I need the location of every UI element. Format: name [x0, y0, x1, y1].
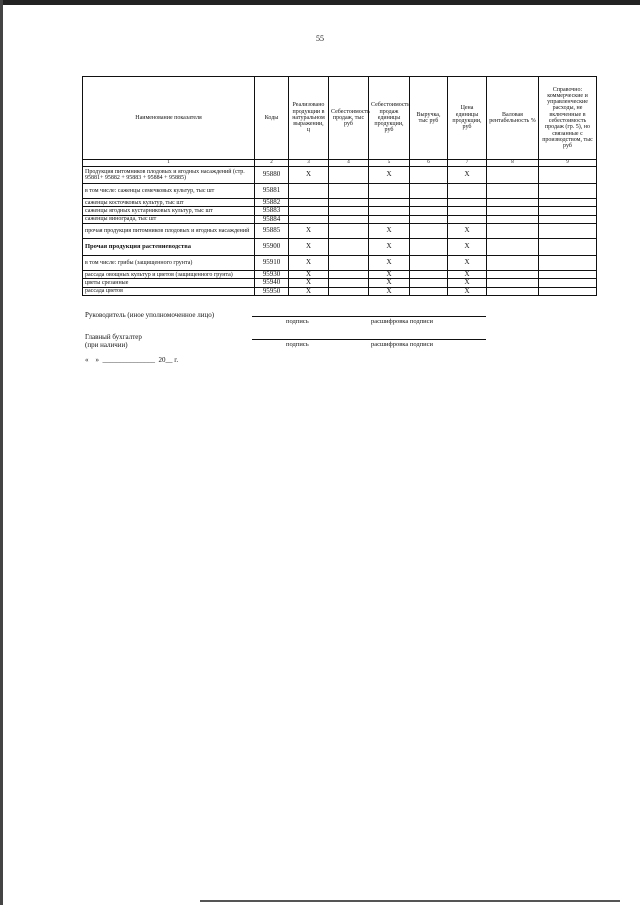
- row-col8-cell: [487, 199, 539, 207]
- row-col8-cell: [487, 207, 539, 215]
- header-cell: Выручка, тыс руб: [410, 77, 448, 160]
- report-table: [82, 76, 597, 296]
- row-col7-cell: Х: [448, 279, 487, 287]
- row-col8-cell: [487, 271, 539, 279]
- head-signature-label: Руководитель (иное уполномоченное лицо): [85, 311, 215, 319]
- header-cell: Цена единицы продукции, руб: [448, 77, 487, 160]
- row-col9-cell: [539, 207, 597, 215]
- column-number: 4: [329, 160, 369, 167]
- row-col9-cell: [539, 287, 597, 295]
- row-col5-cell: Х: [369, 279, 410, 287]
- header-cell: Себестоимость продаж единицы продукции, руб: [369, 77, 410, 160]
- row-col6-cell: [410, 239, 448, 256]
- row-col3-cell: Х: [289, 279, 329, 287]
- row-name-cell: саженцы косточковых культур, тыс шт: [83, 199, 255, 207]
- row-col7-cell: [448, 184, 487, 199]
- row-col6-cell: [410, 215, 448, 223]
- row-name-cell: цветы срезанные: [83, 279, 255, 287]
- row-name-cell: в том числе: грибы (защищенного грунта): [83, 256, 255, 271]
- table-row: [83, 199, 597, 207]
- row-col3-cell: Х: [289, 271, 329, 279]
- row-col8-cell: [487, 279, 539, 287]
- row-col7-cell: [448, 207, 487, 215]
- row-col7-cell: Х: [448, 256, 487, 271]
- row-col9-cell: [539, 215, 597, 223]
- head-decode-caption: расшифровка подписи: [371, 318, 434, 325]
- table-row: [83, 207, 597, 215]
- table-row: [83, 256, 597, 271]
- row-col8-cell: [487, 184, 539, 199]
- row-col8-cell: [487, 256, 539, 271]
- row-col9-cell: [539, 239, 597, 256]
- row-col4-cell: [329, 224, 369, 239]
- header-row: [83, 77, 597, 160]
- row-col7-cell: Х: [448, 287, 487, 295]
- row-col6-cell: [410, 256, 448, 271]
- row-col5-cell: Х: [369, 167, 410, 184]
- row-col7-cell: [448, 199, 487, 207]
- row-col7-cell: Х: [448, 224, 487, 239]
- column-number: 6: [410, 160, 448, 167]
- row-code-cell: 95880: [255, 167, 289, 184]
- row-col4-cell: [329, 239, 369, 256]
- table-row: [83, 184, 597, 199]
- column-number: 3: [289, 160, 329, 167]
- row-col3-cell: Х: [289, 287, 329, 295]
- row-col6-cell: [410, 207, 448, 215]
- row-col5-cell: Х: [369, 239, 410, 256]
- column-number: 9: [539, 160, 597, 167]
- row-name-cell: Прочая продукция растениеводства: [83, 239, 255, 256]
- row-col9-cell: [539, 279, 597, 287]
- column-number: 2: [255, 160, 289, 167]
- row-col5-cell: [369, 184, 410, 199]
- row-name-cell: саженцы ягодных кустарниковых культур, тыс шт: [83, 207, 255, 215]
- column-number: 1: [83, 160, 255, 167]
- header-cell: Коды: [255, 77, 289, 160]
- accountant-decode-caption: расшифровка подписи: [371, 341, 434, 348]
- head-signature-line: [252, 316, 486, 317]
- row-col6-cell: [410, 287, 448, 295]
- scan-edge-left: [0, 0, 3, 905]
- table-row: [83, 239, 597, 256]
- row-col3-cell: [289, 215, 329, 223]
- row-col6-cell: [410, 167, 448, 184]
- row-col4-cell: [329, 207, 369, 215]
- row-code-cell: 95950: [255, 287, 289, 295]
- header-cell: Реализовано продукции в натуральном выражении, ц: [289, 77, 329, 160]
- column-number: 8: [487, 160, 539, 167]
- row-name-cell: рассада овощных культур и цветов (защищенного грунта): [83, 271, 255, 279]
- row-col6-cell: [410, 271, 448, 279]
- header-cell: Справочно: коммерческие и управленческие расходы, не включенные в себестоимость продаж (гр. 5), но связанные с производством, тыс руб: [539, 77, 597, 160]
- row-col3-cell: Х: [289, 224, 329, 239]
- row-code-cell: 95884: [255, 215, 289, 223]
- scan-edge-top: [0, 0, 640, 5]
- row-code-cell: 95900: [255, 239, 289, 256]
- row-col5-cell: [369, 215, 410, 223]
- row-col3-cell: Х: [289, 239, 329, 256]
- row-col5-cell: [369, 207, 410, 215]
- row-col4-cell: [329, 199, 369, 207]
- row-name-cell: Продукция питомников плодовых и ягодных насаждений (стр. 95881+ 95882 + 95883 + 95884 + 95885): [83, 167, 255, 184]
- row-col8-cell: [487, 287, 539, 295]
- table-row: [83, 215, 597, 223]
- row-col4-cell: [329, 167, 369, 184]
- accountant-optional-label: (при наличии): [85, 341, 128, 349]
- row-code-cell: 95885: [255, 224, 289, 239]
- column-number: 7: [448, 160, 487, 167]
- row-col8-cell: [487, 215, 539, 223]
- row-col7-cell: Х: [448, 167, 487, 184]
- row-col3-cell: Х: [289, 167, 329, 184]
- table-body: [83, 167, 597, 296]
- page-number: 55: [316, 34, 324, 43]
- table-row: [83, 279, 597, 287]
- row-name-cell: саженцы винограда, тыс шт: [83, 215, 255, 223]
- row-col7-cell: [448, 215, 487, 223]
- row-col3-cell: [289, 184, 329, 199]
- row-col5-cell: Х: [369, 224, 410, 239]
- head-sign-caption: подпись: [286, 318, 309, 325]
- row-col4-cell: [329, 256, 369, 271]
- header-cell: Себестоимость продаж, тыс руб: [329, 77, 369, 160]
- row-col4-cell: [329, 271, 369, 279]
- row-col3-cell: [289, 207, 329, 215]
- row-code-cell: 95883: [255, 207, 289, 215]
- row-code-cell: 95940: [255, 279, 289, 287]
- row-name-cell: прочая продукция питомников плодовых и ягодных насаждений: [83, 224, 255, 239]
- row-col5-cell: Х: [369, 271, 410, 279]
- row-col4-cell: [329, 279, 369, 287]
- row-code-cell: 95881: [255, 184, 289, 199]
- table-row: [83, 167, 597, 184]
- header-cell: Валовая рентабельность %: [487, 77, 539, 160]
- table-row: [83, 271, 597, 279]
- column-number: 5: [369, 160, 410, 167]
- row-col9-cell: [539, 184, 597, 199]
- row-col7-cell: Х: [448, 271, 487, 279]
- row-col4-cell: [329, 215, 369, 223]
- row-col6-cell: [410, 199, 448, 207]
- row-col5-cell: Х: [369, 287, 410, 295]
- header-cell: Наименование показателя: [83, 77, 255, 160]
- row-col5-cell: [369, 199, 410, 207]
- row-col6-cell: [410, 184, 448, 199]
- row-col7-cell: Х: [448, 239, 487, 256]
- scan-edge-bottom: [200, 900, 620, 902]
- row-col8-cell: [487, 239, 539, 256]
- row-name-cell: рассада цветов: [83, 287, 255, 295]
- row-code-cell: 95910: [255, 256, 289, 271]
- row-col5-cell: Х: [369, 256, 410, 271]
- row-col4-cell: [329, 287, 369, 295]
- row-col8-cell: [487, 224, 539, 239]
- date-line: « » _______________ 20__ г.: [85, 356, 179, 364]
- row-col3-cell: Х: [289, 256, 329, 271]
- row-col8-cell: [487, 167, 539, 184]
- row-col6-cell: [410, 224, 448, 239]
- row-col6-cell: [410, 279, 448, 287]
- row-col9-cell: [539, 256, 597, 271]
- accountant-sign-caption: подпись: [286, 341, 309, 348]
- row-col9-cell: [539, 224, 597, 239]
- row-name-cell: в том числе: саженцы семечковых культур, тыс шт: [83, 184, 255, 199]
- row-code-cell: 95882: [255, 199, 289, 207]
- row-col9-cell: [539, 271, 597, 279]
- accountant-signature-line: [252, 339, 486, 340]
- column-number-row: [83, 160, 597, 167]
- row-col4-cell: [329, 184, 369, 199]
- row-col9-cell: [539, 167, 597, 184]
- table-row: [83, 224, 597, 239]
- row-col3-cell: [289, 199, 329, 207]
- row-col9-cell: [539, 199, 597, 207]
- table-row: [83, 287, 597, 295]
- accountant-signature-label: Главный бухгалтер: [85, 333, 142, 341]
- row-code-cell: 95930: [255, 271, 289, 279]
